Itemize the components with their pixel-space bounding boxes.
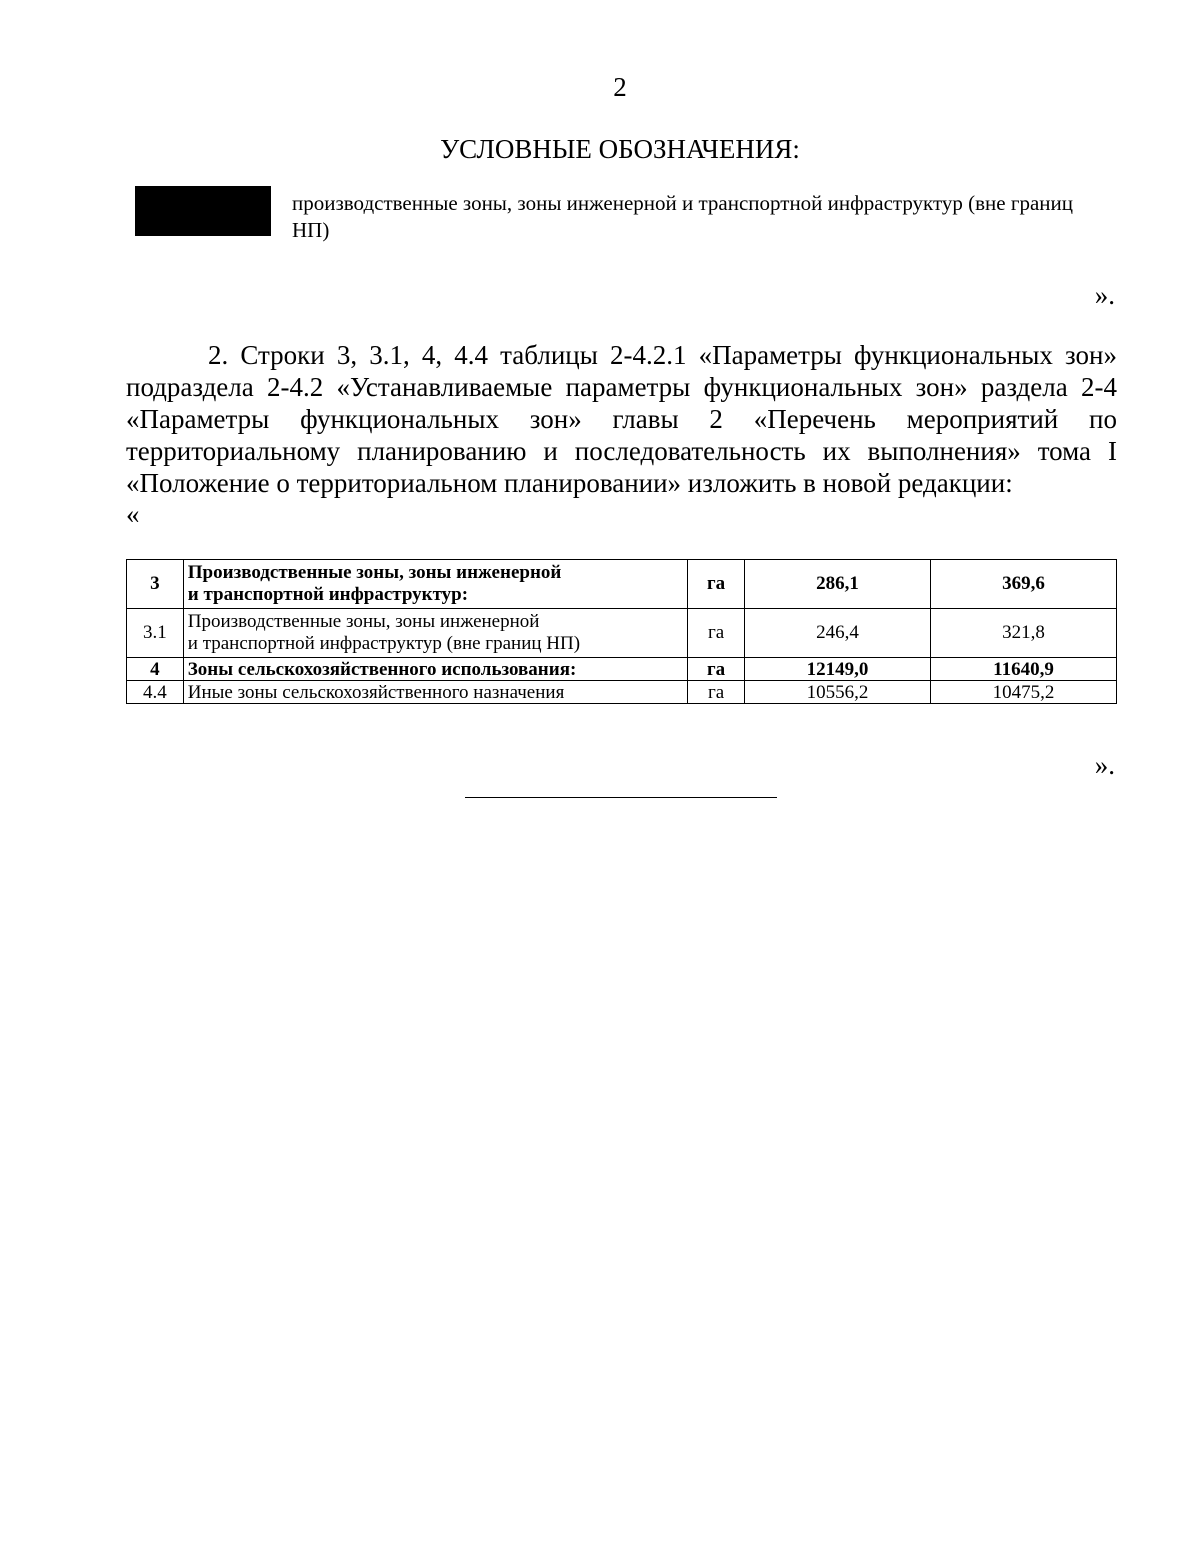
row-value-1: 12149,0 xyxy=(744,658,930,681)
row-name xyxy=(183,560,687,609)
row-unit: га xyxy=(688,560,745,609)
legend-title: УСЛОВНЫЕ ОБОЗНАЧЕНИЯ: xyxy=(440,134,800,164)
row-value-1: 10556,2 xyxy=(744,681,930,704)
row-number: 4 xyxy=(127,658,184,681)
row-number: 3.1 xyxy=(127,609,184,658)
row-value-2: 11640,9 xyxy=(930,658,1116,681)
row-unit: га xyxy=(688,681,745,704)
table-row xyxy=(127,681,1117,704)
amendment-paragraph: 2. Строки 3, 3.1, 4, 4.4 таблицы 2-4.2.1 «Параметры функциональных зон» подраздела 2-4.2 «Устанавливаемые параметры функциональных зон» раздела 2-4 «Параметры функциональных зон» главы 2 «Перечень мероприятий по территориальному планированию и последовательность их выполнения» тома I «Положение о территориальном планировании» изложить в новой редакции: xyxy=(126,340,1117,498)
closing-quote: ». xyxy=(1094,280,1115,310)
row-value-2: 321,8 xyxy=(930,609,1116,658)
table-row xyxy=(127,658,1117,681)
row-name xyxy=(183,609,687,658)
page-number: 2 xyxy=(613,72,627,102)
row-name-line: и транспортной инфраструктур: xyxy=(187,584,469,605)
table-row xyxy=(127,560,1117,609)
row-value-1: 286,1 xyxy=(744,560,930,609)
row-value-1: 246,4 xyxy=(744,609,930,658)
row-name-line: и транспортной инфраструктур (вне границ НП) xyxy=(187,633,581,654)
legend-item-text: производственные зоны, зоны инженерной и транспортной инфраструктур (вне границ НП) xyxy=(292,191,1073,242)
row-name-line: Производственные зоны, зоны инженерной xyxy=(187,611,540,632)
row-value-2: 10475,2 xyxy=(930,681,1116,704)
row-value-2: 369,6 xyxy=(930,560,1116,609)
closing-quote: ». xyxy=(1094,750,1115,780)
end-divider xyxy=(465,797,777,798)
row-number: 3 xyxy=(127,560,184,609)
row-unit: га xyxy=(688,609,745,658)
table-row xyxy=(127,609,1117,658)
legend-swatch xyxy=(135,186,271,236)
row-number: 4.4 xyxy=(127,681,184,704)
row-name-line: Производственные зоны, зоны инженерной xyxy=(187,562,562,583)
row-name: Зоны сельскохозяйственного использования: xyxy=(183,658,687,681)
parameters-table xyxy=(126,559,1117,704)
row-unit: га xyxy=(688,658,745,681)
row-name: Иные зоны сельскохозяйственного назначения xyxy=(183,681,687,704)
opening-quote: « xyxy=(126,499,140,529)
